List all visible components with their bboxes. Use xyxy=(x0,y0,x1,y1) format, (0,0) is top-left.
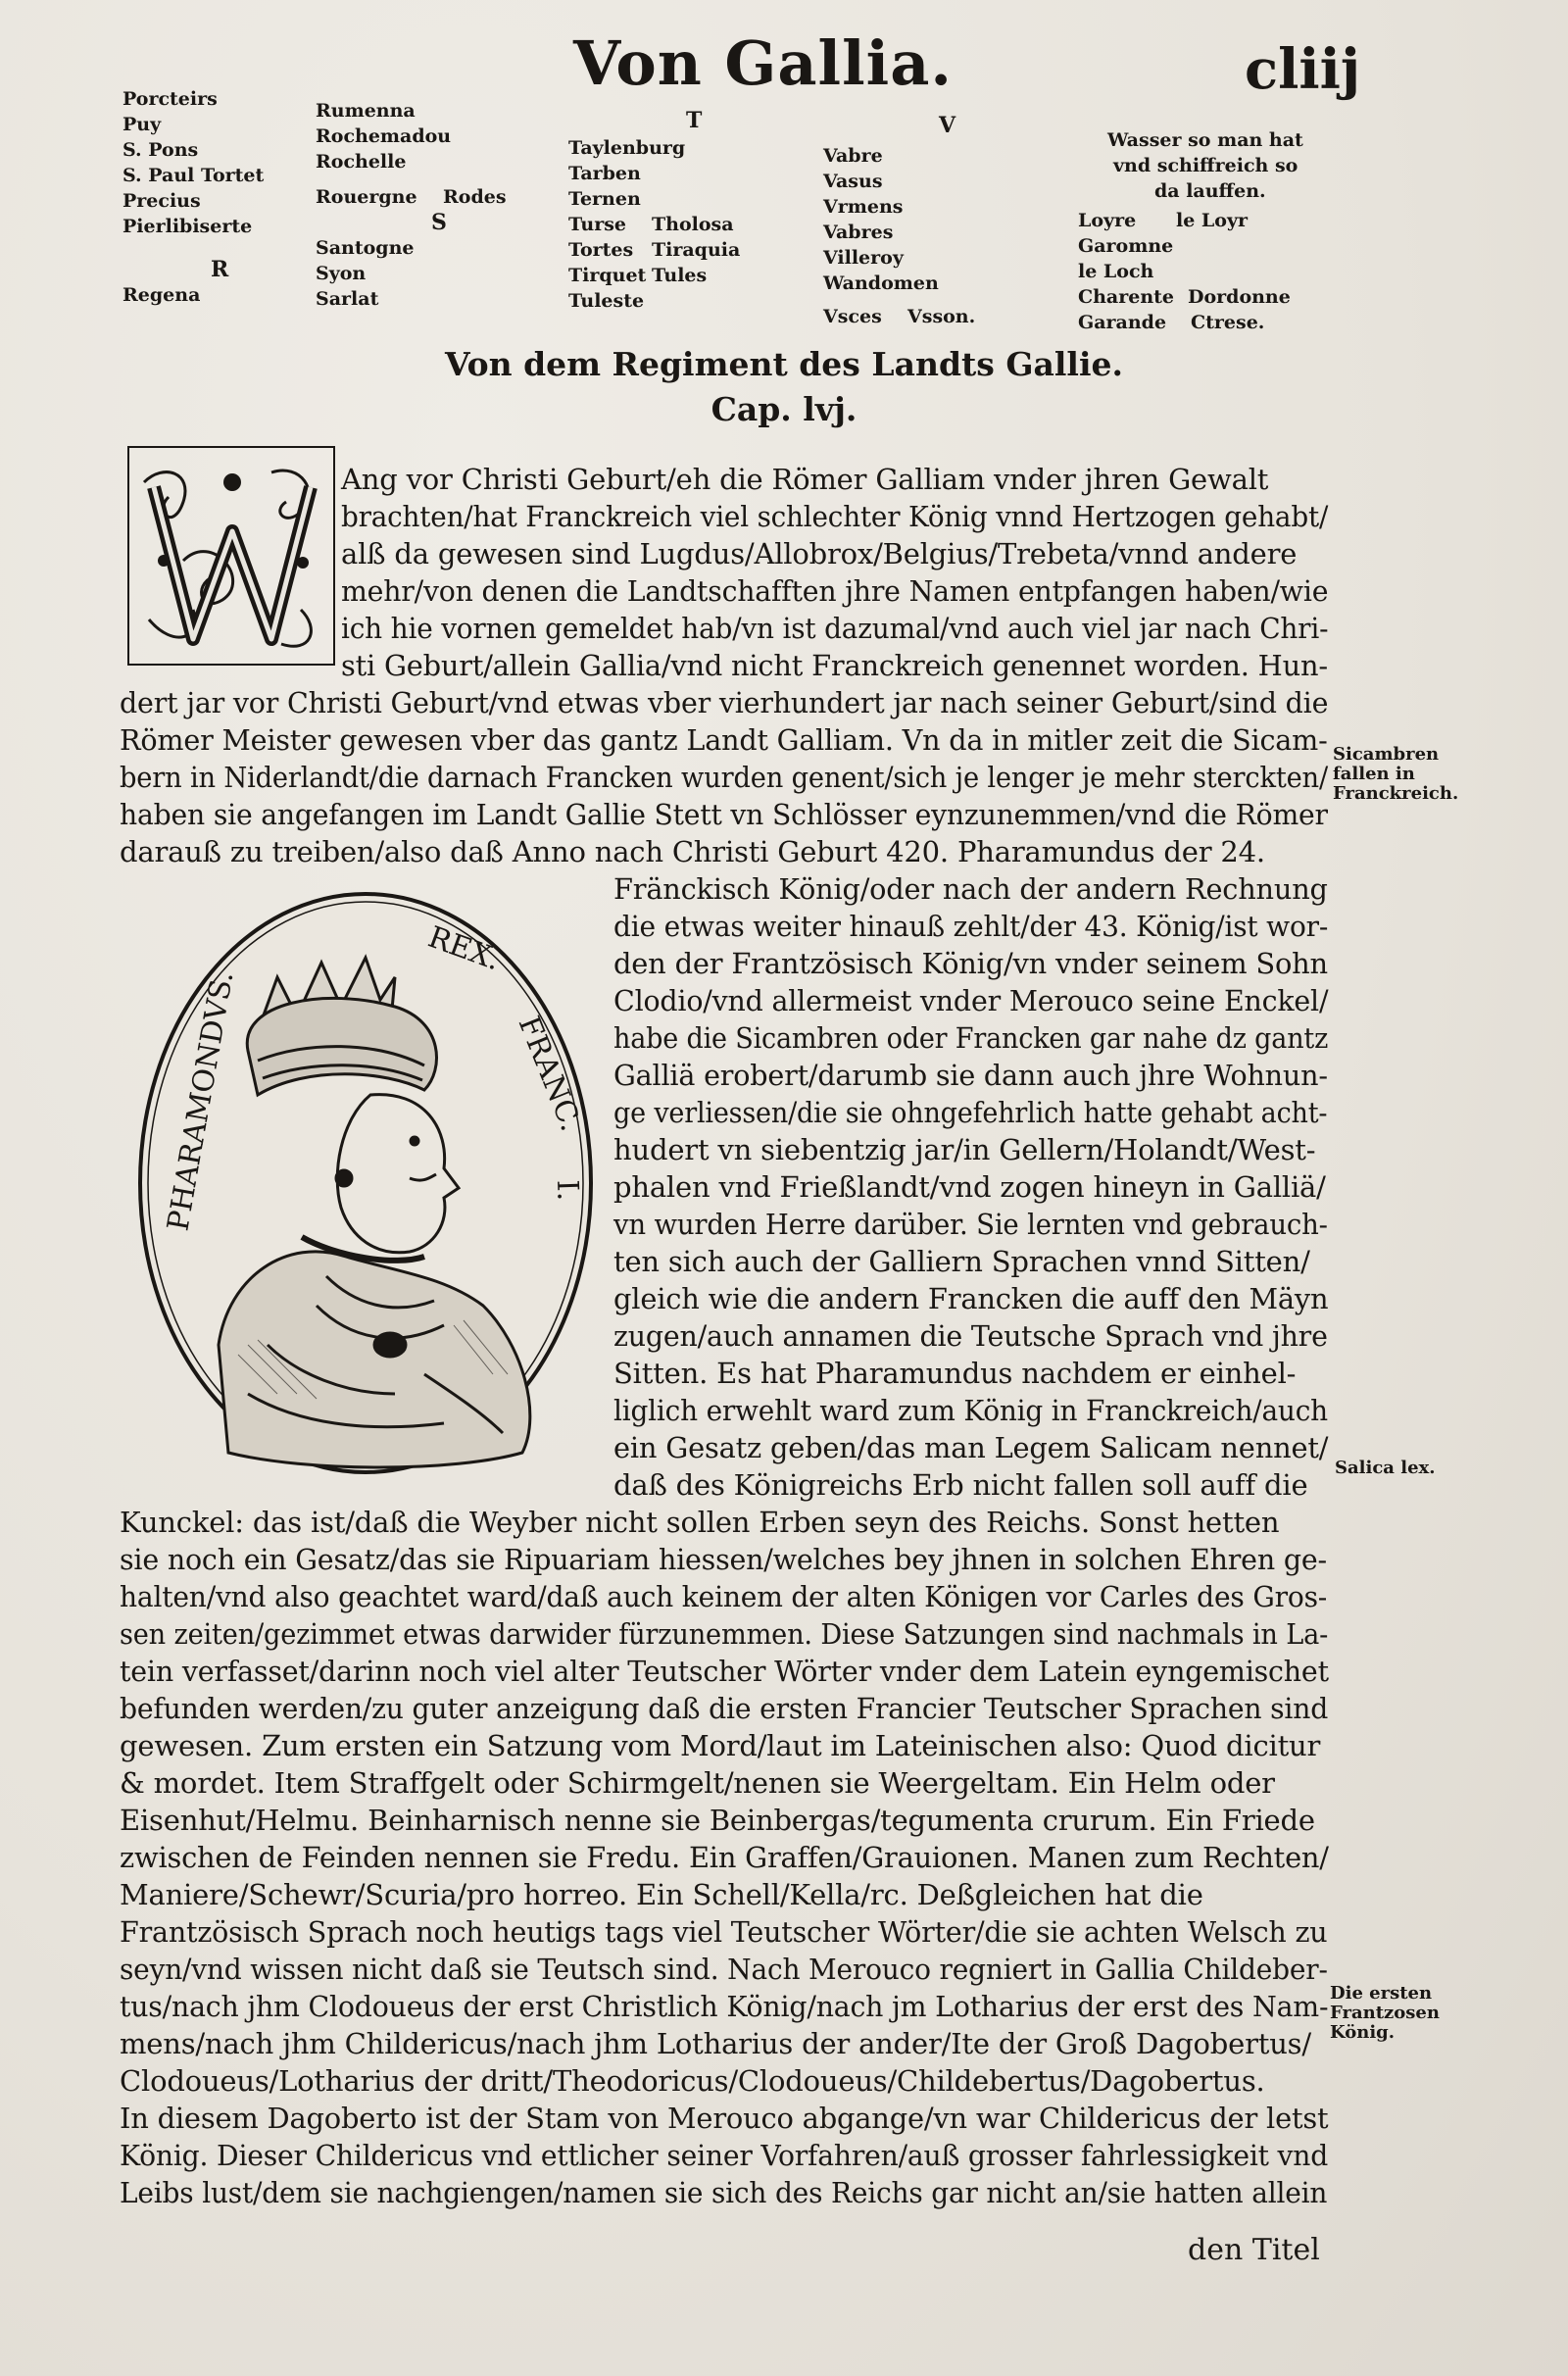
text-line: habe die Sicambren oder Francken gar nahe dz gantz xyxy=(613,1021,1329,1055)
text-line: Clodio/vnd allermeist vnder Merouco seine Enckel/ xyxy=(613,984,1329,1017)
text-line: ge verliessen/die sie ohngefehrlich hatte gehabt acht- xyxy=(613,1096,1328,1129)
index-entry: Precius xyxy=(122,190,201,212)
inscription-right: FRANC. xyxy=(511,1011,589,1136)
river-entry: Loyre xyxy=(1078,210,1137,231)
marginal-line: Sicambren xyxy=(1333,744,1440,765)
index-entry: Vasus xyxy=(823,171,883,192)
text-line: Clodoueus/Lotharius der dritt/Theodoricus/Clodoueus/Childebertus/Dagobertus. xyxy=(120,2064,1265,2098)
pharamond-portrait xyxy=(130,884,601,1482)
text-line: hudert vn siebentzig jar/in Gellern/Holandt/West- xyxy=(613,1133,1316,1166)
text-line: ten sich auch der Galliern Sprachen vnnd Sitten/ xyxy=(613,1245,1310,1278)
index-entry: Vabres xyxy=(823,222,894,243)
text-line: König. Dieser Childericus vnd ettlicher seiner Vorfahren/auß grosser fahrlessigkeit vnd xyxy=(120,2139,1329,2172)
text-line: Maniere/Schewr/Scuria/pro horreo. Ein Schell/Kella/rc. Deßgleichen hat die xyxy=(120,1878,1203,1911)
index-letter: S xyxy=(431,210,447,235)
index-column-2 xyxy=(316,98,451,174)
index-entry: S. Paul Tortet xyxy=(122,165,265,186)
text-line: haben sie angefangen im Landt Gallie Stett vn Schlösser eynzunemmen/vnd die Römer xyxy=(120,798,1328,831)
marginal-line: Die ersten xyxy=(1330,1983,1433,2004)
index-column-3 xyxy=(568,135,685,212)
text-line: Leibs lust/dem sie nachgiengen/namen sie sich des Reichs gar nicht an/sie hatten allein xyxy=(120,2176,1328,2209)
index-entry: Regena xyxy=(122,284,201,306)
text-line: Eisenhut/Helmu. Beinharnisch nenne sie Beinbergas/tegumenta crurum. Ein Friede xyxy=(120,1804,1315,1837)
index-entry: Rochemadou xyxy=(316,125,452,147)
chapter-title: Von dem Regiment des Landts Gallie. xyxy=(445,345,1123,383)
index-entry: Vsson. xyxy=(907,306,976,327)
text-line: brachten/hat Franckreich viel schlechter König vnnd Hertzogen gehabt/ xyxy=(341,500,1329,533)
text-line: die etwas weiter hinauß zehlt/der 43. König/ist wor- xyxy=(613,910,1329,943)
index-entry: Turse xyxy=(568,214,627,235)
index-entry: Sarlat xyxy=(316,288,379,310)
marginal-line: Franckreich. xyxy=(1333,783,1459,804)
index-entry: Puy xyxy=(122,114,162,135)
text-line: Sitten. Es hat Pharamundus nachdem er einhel- xyxy=(613,1357,1297,1390)
river-entry: Dordonne xyxy=(1188,286,1291,308)
rivers-column-1 xyxy=(1078,208,1174,335)
text-line: liglich erwehlt ward zum König in Franckreich/auch xyxy=(613,1394,1328,1427)
decorated-initial-icon xyxy=(124,443,338,668)
index-entry: Vsces xyxy=(823,306,882,327)
text-line: Galliä erobert/darumb sie dann auch jhre Wohnun- xyxy=(613,1059,1328,1092)
text-line: tein verfasset/darinn noch viel alter Teutscher Wörter vnder dem Latein eyngemischet xyxy=(120,1655,1329,1688)
index-entry: Villeroy xyxy=(823,247,904,269)
marginal-line: fallen in xyxy=(1333,764,1415,784)
text-line: Frantzösisch Sprach noch heutigs tags viel Teutscher Wörter/die sie achten Welsch zu xyxy=(120,1915,1328,1949)
text-line: sen zeiten/gezimmet etwas darwider fürzunemmen. Diese Satzungen sind nachmals in La- xyxy=(120,1617,1329,1651)
inscription-left: PHARAMONDVS. xyxy=(161,968,241,1234)
text-line: seyn/vnd wissen nicht daß sie Teutsch sind. Nach Merouco regniert in Gallia Childeber- xyxy=(120,1953,1328,1986)
river-entry: Ctrese. xyxy=(1191,312,1265,333)
text-line: zugen/auch annamen die Teutsche Sprach vnd jhre xyxy=(613,1319,1328,1353)
river-entry: le Loyr xyxy=(1176,210,1249,231)
index-entry: vnd schiffreich so xyxy=(1113,155,1298,176)
marginal-line: Frantzosen xyxy=(1330,2003,1440,2023)
text-line: Fränckisch König/oder nach der andern Rechnung xyxy=(613,872,1328,906)
text-line: tus/nach jhm Clodoueus der erst Christlich König/nach jm Lotharius der erst des Nam- xyxy=(120,1990,1329,2023)
chapter-number: Cap. lvj. xyxy=(710,390,858,428)
index-entry: S. Pons xyxy=(122,139,199,161)
index-entry: Rochelle xyxy=(316,151,407,173)
index-entry: da lauffen. xyxy=(1154,180,1266,202)
index-column-3b xyxy=(568,212,646,314)
index-entry: Wasser so man hat xyxy=(1107,129,1303,151)
text-line: den der Frantzösisch König/vn vnder seinem Sohn xyxy=(613,947,1328,980)
index-entry: Taylenburg xyxy=(568,137,686,159)
index-entry: Vrmens xyxy=(823,196,904,218)
index-entry: Tiraquia xyxy=(652,239,741,261)
rivers-heading xyxy=(1107,127,1303,204)
text-line: ein Gesatz geben/das man Legem Salicam nennet/ xyxy=(613,1431,1329,1464)
text-line: In diesem Dagoberto ist der Stam von Merouco abgange/vn war Childericus der letst xyxy=(120,2102,1329,2135)
index-column-3c xyxy=(652,212,740,288)
marginal-line: König. xyxy=(1330,2022,1396,2043)
index-column-2b xyxy=(316,235,414,312)
text-line: darauß zu treiben/also daß Anno nach Christi Geburt 420. Pharamundus der 24. xyxy=(120,835,1265,868)
index-column-1 xyxy=(122,86,264,239)
index-entry: Wandomen xyxy=(823,272,939,294)
index-letter: T xyxy=(686,108,703,133)
river-entry: Garomne xyxy=(1078,235,1174,257)
inscription-top: REX. xyxy=(423,919,506,978)
text-line: Kunckel: das ist/daß die Weyber nicht sollen Erben seyn des Reichs. Sonst hetten xyxy=(120,1506,1280,1539)
index-letter: R xyxy=(211,257,229,282)
text-line: sie noch ein Gesatz/das sie Ripuariam hiessen/welches bey jhnen in solchen Ehren ge- xyxy=(120,1543,1327,1576)
index-entry: Rumenna xyxy=(316,100,416,122)
text-line: bern in Niderlandt/die darnach Francken wurden genent/sich je lenger je mehr sterckten/ xyxy=(120,761,1328,794)
text-line: zwischen de Feinden nennen sie Fredu. Ein Graffen/Grauionen. Manen zum Rechten/ xyxy=(120,1841,1329,1874)
inscription-number: I. xyxy=(550,1179,585,1202)
catchword: den Titel xyxy=(1188,2233,1320,2267)
text-line: ich hie vornen gemeldet hab/vn ist dazumal/vnd auch viel jar nach Chri- xyxy=(341,612,1329,645)
index-entry: Ternen xyxy=(568,188,641,210)
index-entry: Syon xyxy=(316,263,367,284)
index-column-4 xyxy=(823,143,939,296)
text-line: phalen vnd Frießlandt/vnd zogen hineyn in Galliä/ xyxy=(613,1170,1326,1204)
river-entry: le Loch xyxy=(1078,261,1154,282)
text-line: Römer Meister gewesen vber das gantz Landt Galliam. Vn da in mitler zeit die Sicam- xyxy=(120,723,1328,757)
text-line: daß des Königreichs Erb nicht fallen soll auff die xyxy=(613,1468,1308,1502)
text-line: befunden werden/zu guter anzeigung daß die ersten Francier Teutscher Sprachen sind xyxy=(120,1692,1329,1725)
text-line: gleich wie die andern Francken die auff den Mäyn xyxy=(613,1282,1329,1315)
page-number: cliij xyxy=(1245,37,1361,102)
text-line: & mordet. Item Straffgelt oder Schirmgelt/nenen sie Weergeltam. Ein Helm oder xyxy=(120,1766,1275,1800)
text-line: halten/vnd also geachtet ward/daß auch keinem der alten Königen vor Carles des Gros- xyxy=(120,1580,1328,1613)
text-line: dert jar vor Christi Geburt/vnd etwas vber vierhundert jar nach seiner Geburt/sind die xyxy=(120,686,1329,719)
text-line: Ang vor Christi Geburt/eh die Römer Galliam vnder jhren Gewalt xyxy=(341,463,1269,496)
text-line: mens/nach jhm Childericus/nach jhm Lotharius der ander/Ite der Groß Dagobertus/ xyxy=(120,2027,1311,2060)
index-entry: Rodes xyxy=(443,186,507,208)
river-entry: Charente xyxy=(1078,286,1175,308)
text-line: alß da gewesen sind Lugdus/Allobrox/Belgius/Trebeta/vnnd andere xyxy=(341,537,1298,570)
text-line: gewesen. Zum ersten ein Satzung vom Mord/laut im Lateinischen also: Quod dicitur xyxy=(120,1729,1321,1762)
river-entry: Garande xyxy=(1078,312,1167,333)
running-title: Von Gallia. xyxy=(573,27,953,99)
index-entry: Tortes xyxy=(568,239,634,261)
index-entry: Tules xyxy=(652,265,708,286)
text-line: vn wurden Herre darüber. Sie lernten vnd gebrauch- xyxy=(613,1208,1328,1241)
text-line: sti Geburt/allein Gallia/vnd nicht Franckreich genennet worden. Hun- xyxy=(341,649,1328,682)
index-entry: Santogne xyxy=(316,237,415,259)
marginal-note-salica: Salica lex. xyxy=(1335,1458,1436,1478)
text-line: mehr/von denen die Landtschafften jhre Namen entpfangen haben/wie xyxy=(341,574,1329,608)
index-entry: Tholosa xyxy=(652,214,734,235)
index-entry: Tarben xyxy=(568,163,641,184)
index-entry: Tirquet xyxy=(568,265,647,286)
index-entry: Pierlibiserte xyxy=(122,216,253,237)
index-entry: Vabre xyxy=(823,145,883,167)
index-entry: Rouergne xyxy=(316,186,417,208)
index-letter: V xyxy=(939,113,956,138)
index-entry: Tuleste xyxy=(568,290,645,312)
index-entry: Porcteirs xyxy=(122,88,218,110)
